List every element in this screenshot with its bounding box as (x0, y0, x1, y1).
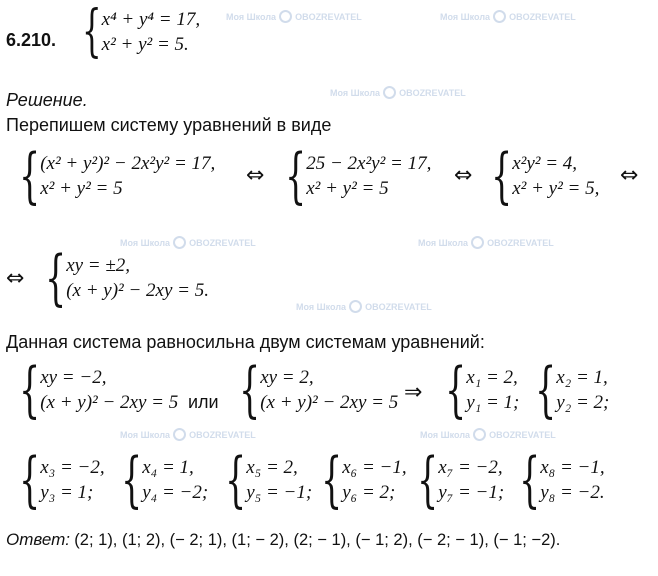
watermark-brand: OBOZREVATEL (489, 429, 556, 440)
system-equations (246, 455, 312, 505)
equation: x₇ = −2, (438, 457, 503, 478)
answer-label: Ответ: (6, 530, 71, 549)
watermark (226, 10, 362, 23)
watermark-brand: OBOZREVATEL (487, 237, 554, 248)
system-brace: { (445, 355, 467, 425)
equation: xy = 2, (260, 367, 314, 388)
equation: (x² + y²)² − 2x²y² = 17, (40, 153, 216, 174)
system-brace: { (417, 445, 439, 515)
watermark-brand: OBOZREVATEL (189, 237, 256, 248)
equation: x₄ = 1, (142, 457, 194, 478)
system-equations (306, 151, 431, 201)
system-equations (438, 455, 504, 505)
root-pair-2 (518, 355, 610, 425)
equation: (x + y)² − 2xy = 5. (66, 280, 209, 301)
watermark (296, 300, 432, 313)
root-pair-8 (502, 445, 605, 515)
system-brace: { (45, 243, 67, 313)
system-equations (556, 365, 609, 415)
watermark-school: Моя Школа (296, 301, 347, 312)
system-brace: { (535, 355, 557, 425)
system-equations (142, 455, 208, 505)
watermark-school: Моя Школа (420, 429, 471, 440)
system-brace: { (121, 445, 143, 515)
system-equations (512, 151, 599, 201)
root-pair-7 (400, 445, 505, 515)
watermark-brand: OBOZREVATEL (509, 11, 576, 22)
equivalence-arrow: ⇔ (620, 163, 639, 188)
system-equations (102, 7, 200, 57)
watermark-brand: OBOZREVATEL (399, 87, 466, 98)
equation: xy = ±2, (66, 255, 131, 276)
equation: x² + y² = 5. (101, 34, 189, 55)
watermark (420, 428, 556, 441)
root-pair-1 (428, 355, 520, 425)
watermark-brand: OBOZREVATEL (295, 11, 362, 22)
watermark-brand: OBOZREVATEL (365, 301, 432, 312)
equation: x₃ = −2, (40, 457, 105, 478)
watermark-school: Моя Школа (440, 11, 491, 22)
equation: x₈ = −1, (540, 457, 605, 478)
equation: x⁴ + y⁴ = 17, (101, 9, 201, 30)
root-pair-5 (208, 445, 313, 515)
answer-line (6, 530, 560, 550)
equation: y₆ = 2; (342, 482, 396, 503)
equation: x₅ = 2, (246, 457, 298, 478)
problem-system (66, 0, 201, 64)
watermark (418, 236, 554, 249)
equation: y₇ = −1; (438, 482, 505, 503)
system-brace: { (19, 355, 41, 425)
watermark (120, 428, 256, 441)
equivalence-arrow: ⇔ (454, 163, 473, 188)
equation: (x + y)² − 2xy = 5 (260, 392, 399, 413)
equation: y₃ = 1; (40, 482, 94, 503)
watermark-logo-icon (471, 236, 484, 249)
watermark-logo-icon (473, 428, 486, 441)
equation: y₅ = −1; (246, 482, 313, 503)
step3-system-a (2, 355, 179, 425)
system-brace: { (491, 141, 513, 211)
answer-text: (2; 1), (1; 2), (− 2; 1), (1; − 2), (2; − 1), (− 1; 2), (− 2; − 1), (− 1; −2). (74, 531, 561, 549)
system-equations (466, 365, 519, 415)
equation: x₆ = −1, (342, 457, 407, 478)
step2-system (28, 243, 209, 313)
equation: 25 − 2x²y² = 17, (306, 153, 432, 174)
system-brace: { (321, 445, 343, 515)
problem-number: 6.210. (6, 30, 57, 50)
system-brace: { (19, 445, 41, 515)
watermark-school: Моя Школа (226, 11, 277, 22)
root-pair-4 (104, 445, 209, 515)
equation: x²y² = 4, (512, 153, 578, 174)
equivalence-arrow: ⇔ (246, 163, 265, 188)
watermark-school: Моя Школа (120, 237, 171, 248)
equivalence-arrow: ⇔ (6, 266, 25, 291)
equation: x² + y² = 5, (512, 178, 600, 199)
step3-system-b (222, 355, 399, 425)
watermark-logo-icon (279, 10, 292, 23)
equation: x₂ = 1, (556, 367, 608, 388)
system-equations (260, 365, 398, 415)
watermark-school: Моя Школа (418, 237, 469, 248)
system-brace: { (285, 141, 307, 211)
equation: x² + y² = 5 (306, 178, 389, 199)
system-equations (540, 455, 604, 505)
system-equations (342, 455, 406, 505)
watermark-school: Моя Школа (120, 429, 171, 440)
root-pair-3 (2, 445, 105, 515)
or-word: или (188, 392, 219, 412)
equation: y₂ = 2; (556, 392, 610, 413)
watermark-logo-icon (493, 10, 506, 23)
step1-system-1 (2, 141, 216, 211)
watermark (330, 86, 466, 99)
equation: x₁ = 2, (466, 367, 518, 388)
equivalence-text: Данная система равносильна двум системам уравнений: (6, 332, 485, 352)
system-brace: { (239, 355, 261, 425)
watermark-brand: OBOZREVATEL (189, 429, 256, 440)
system-equations (40, 151, 215, 201)
watermark-logo-icon (383, 86, 396, 99)
system-equations (40, 455, 104, 505)
system-equations (40, 365, 178, 415)
system-equations (66, 253, 209, 303)
watermark (440, 10, 576, 23)
equation: xy = −2, (40, 367, 107, 388)
solution-label: Решение. (6, 90, 88, 110)
watermark-logo-icon (349, 300, 362, 313)
watermark-logo-icon (173, 428, 186, 441)
intro-text: Перепишем систему уравнений в виде (6, 115, 332, 135)
equation: y₈ = −2. (540, 482, 605, 503)
system-brace: { (82, 0, 102, 64)
system-brace: { (225, 445, 247, 515)
equation: y₁ = 1; (466, 392, 520, 413)
root-pair-6 (304, 445, 407, 515)
step1-system-2 (268, 141, 432, 211)
implies-arrow: ⇒ (404, 380, 423, 405)
equation: (x + y)² − 2xy = 5 (40, 392, 179, 413)
step1-system-3 (474, 141, 600, 211)
system-brace: { (519, 445, 541, 515)
system-brace: { (19, 141, 41, 211)
watermark-school: Моя Школа (330, 87, 381, 98)
equation: x² + y² = 5 (40, 178, 123, 199)
equation: y₄ = −2; (142, 482, 209, 503)
